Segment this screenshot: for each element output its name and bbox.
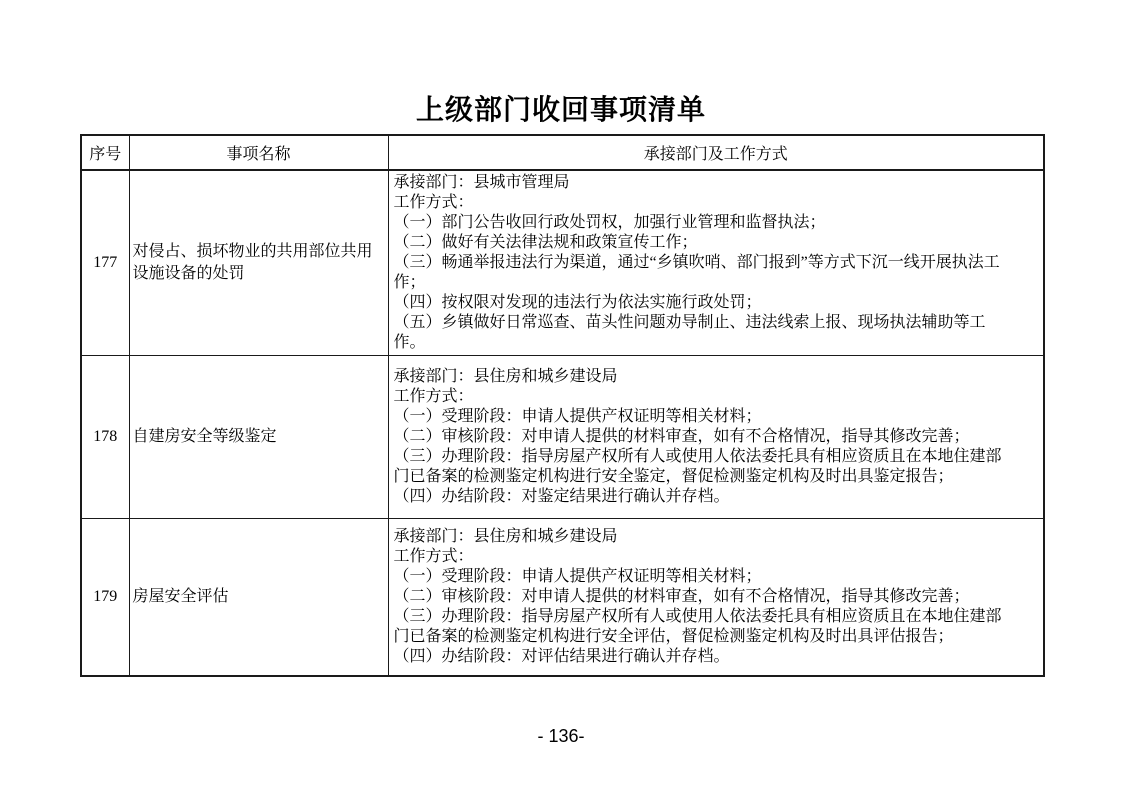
- item-method-cell: [388, 356, 1044, 519]
- method-step: （二）做好有关法律法规和政策宣传工作；: [393, 234, 698, 251]
- method-label: 工作方式：: [393, 548, 474, 565]
- method-step: （二）审核阶段：对申请人提供的材料审查，如有不合格情况，指导其修改完善；: [393, 588, 970, 605]
- table-row: [81, 519, 1044, 677]
- method-step: （一）部门公告收回行政处罚权，加强行业管理和监督执法；: [393, 214, 826, 231]
- table-row: [81, 356, 1044, 519]
- item-method-cell: [388, 519, 1044, 677]
- row-index: 177: [81, 170, 129, 356]
- department-line: 承接部门：县住房和城乡建设局: [393, 368, 618, 385]
- row-index: 179: [81, 519, 129, 677]
- department-line: 承接部门：县城市管理局: [393, 174, 570, 191]
- header-cell-name: 事项名称: [129, 135, 388, 170]
- item-name: 自建房安全等级鉴定: [129, 356, 388, 519]
- method-step: （四）办结阶段：对鉴定结果进行确认并存档。: [393, 488, 730, 505]
- method-step: （三）办理阶段：指导房屋产权所有人或使用人依法委托具有相应资质且在本地住建部门已备案的检测鉴定机构进行安全鉴定，督促检测鉴定机构及时出具鉴定报告；: [393, 448, 1002, 485]
- table-row: [81, 170, 1044, 356]
- table-header-row: [81, 135, 1044, 170]
- method-label: 工作方式：: [393, 194, 474, 211]
- method-step: （四）办结阶段：对评估结果进行确认并存档。: [393, 648, 730, 665]
- method-step: （三）畅通举报违法行为渠道，通过“乡镇吹哨、部门报到”等方式下沉一线开展执法工作；: [393, 254, 1000, 291]
- method-label: 工作方式：: [393, 388, 474, 405]
- page-number: - 136-: [537, 726, 585, 746]
- method-step: （五）乡镇做好日常巡查、苗头性问题劝导制止、违法线索上报、现场执法辅助等工作。: [393, 314, 986, 351]
- document-title: 上级部门收回事项清单: [415, 95, 706, 126]
- item-method-cell: [388, 170, 1044, 356]
- department-line: 承接部门：县住房和城乡建设局: [393, 528, 618, 545]
- method-step: （四）按权限对发现的违法行为依法实施行政处罚；: [393, 294, 762, 311]
- method-step: （二）审核阶段：对申请人提供的材料审查，如有不合格情况，指导其修改完善；: [393, 428, 970, 445]
- row-index: 178: [81, 356, 129, 519]
- item-name: 房屋安全评估: [129, 519, 388, 677]
- method-step: （一）受理阶段：申请人提供产权证明等相关材料；: [393, 568, 762, 585]
- method-step: （一）受理阶段：申请人提供产权证明等相关材料；: [393, 408, 762, 425]
- header-cell-index: 序号: [81, 135, 129, 170]
- items-table: [80, 134, 1045, 677]
- method-step: （三）办理阶段：指导房屋产权所有人或使用人依法委托具有相应资质且在本地住建部门已备案的检测鉴定机构进行安全评估，督促检测鉴定机构及时出具评估报告；: [393, 608, 1002, 645]
- item-name: 对侵占、损坏物业的共用部位共用设施设备的处罚: [129, 170, 388, 356]
- header-cell-method: 承接部门及工作方式: [388, 135, 1044, 170]
